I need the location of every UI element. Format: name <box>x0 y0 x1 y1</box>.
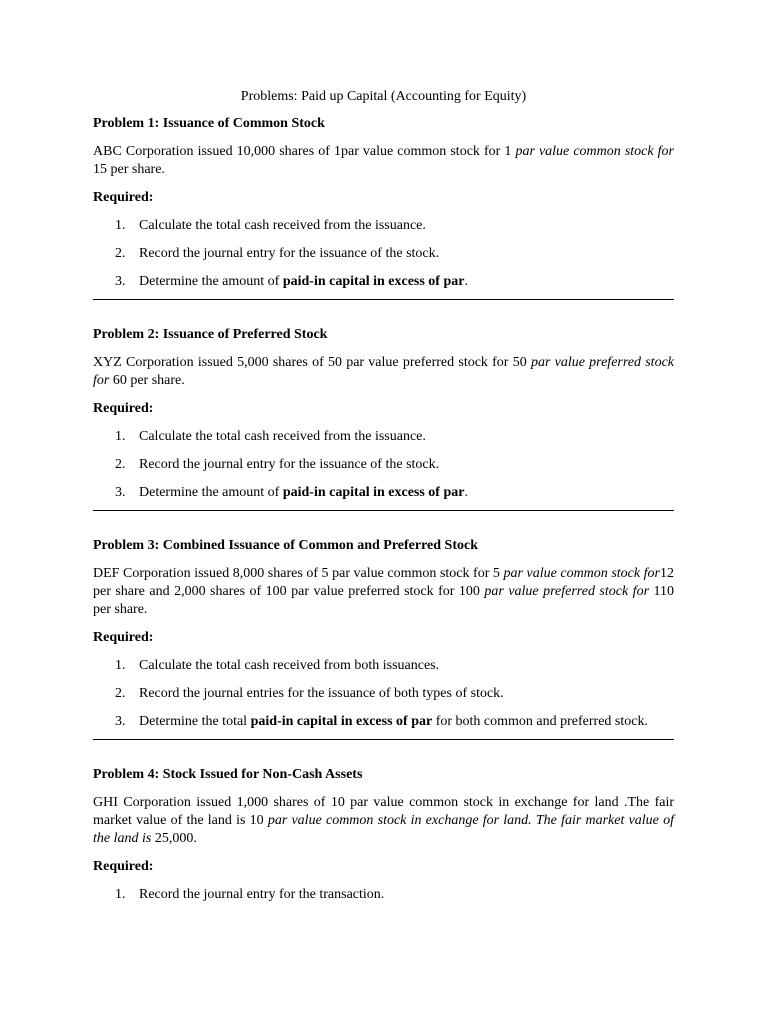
text-run: XYZ Corporation issued 5,000 shares of 50 par value preferred stock for 50 <box>93 355 531 370</box>
list-number: 1. <box>115 887 126 902</box>
text-run: 60 per share. <box>109 373 185 388</box>
text-run: 25,000. <box>151 831 197 846</box>
document-page <box>93 88 674 914</box>
italic-text-run: par value preferred stock for <box>93 355 674 388</box>
section-divider <box>93 299 674 300</box>
list-number: 3. <box>115 714 126 729</box>
section-divider <box>93 739 674 740</box>
list-item <box>93 886 674 904</box>
problem-heading: Problem 2: Issuance of Preferred Stock <box>93 327 328 342</box>
item-text-end: for both common and preferred stock. <box>432 714 648 729</box>
text-run: GHI Corporation issued 1,000 shares of 10 par value common stock in exchange for land .The fair market value of the land is 10 <box>93 795 674 828</box>
required-label: Required: <box>93 401 154 416</box>
required-label: Required: <box>93 859 154 874</box>
requirements-list <box>93 428 674 502</box>
item-text: Calculate the total cash received from the issuance. <box>139 429 426 444</box>
required-label: Required: <box>93 190 154 205</box>
problem-description <box>93 143 674 179</box>
requirements-list <box>93 657 674 731</box>
section-divider <box>93 510 674 511</box>
text-run: ABC Corporation issued 10,000 shares of 1par value common stock for 1 <box>93 144 516 159</box>
problem-description <box>93 565 674 619</box>
list-number: 1. <box>115 218 126 233</box>
item-text: Record the journal entry for the issuance of the stock. <box>139 246 440 261</box>
list-item <box>93 245 674 263</box>
text-run: 15 per share. <box>93 162 165 177</box>
list-number: 2. <box>115 686 126 701</box>
problem-3 <box>93 537 674 731</box>
item-bold-text: paid-in capital in excess of par <box>282 274 465 289</box>
item-text: Determine the amount of <box>139 485 283 500</box>
item-text: Calculate the total cash received from both issuances. <box>139 658 440 673</box>
list-number: 3. <box>115 485 126 500</box>
list-item <box>93 273 674 291</box>
item-text: Record the journal entries for the issuance of both types of stock. <box>139 686 504 701</box>
item-text-end: . <box>464 485 468 500</box>
problem-description <box>93 794 674 848</box>
item-bold-text: paid-in capital in excess of par <box>250 714 433 729</box>
required-label: Required: <box>93 630 154 645</box>
problem-heading: Problem 1: Issuance of Common Stock <box>93 116 325 131</box>
text-run: 110 per share. <box>93 584 674 617</box>
item-text: Record the journal entry for the transaction. <box>139 887 385 902</box>
problem-4 <box>93 766 674 904</box>
list-number: 3. <box>115 274 126 289</box>
list-number: 2. <box>115 457 126 472</box>
requirements-list <box>93 217 674 291</box>
list-item <box>93 657 674 675</box>
problem-1 <box>93 115 674 291</box>
italic-text-run: par value common stock for <box>503 566 660 581</box>
list-number: 2. <box>115 246 126 261</box>
problem-heading: Problem 4: Stock Issued for Non-Cash Assets <box>93 767 363 782</box>
list-item <box>93 685 674 703</box>
problem-heading: Problem 3: Combined Issuance of Common and Preferred Stock <box>93 538 478 553</box>
item-text-end: . <box>464 274 468 289</box>
document-title: Problems: Paid up Capital (Accounting for Equity) <box>240 89 527 104</box>
list-item <box>93 484 674 502</box>
italic-text-run: par value preferred stock for <box>484 584 650 599</box>
list-item <box>93 456 674 474</box>
list-item <box>93 713 674 731</box>
text-run: 12 per share and 2,000 shares of 100 par value preferred stock for 100 <box>93 566 674 599</box>
problem-2 <box>93 326 674 502</box>
problem-description <box>93 354 674 390</box>
requirements-list <box>93 886 674 904</box>
list-item <box>93 217 674 235</box>
list-number: 1. <box>115 429 126 444</box>
item-text: Determine the total <box>139 714 251 729</box>
list-number: 1. <box>115 658 126 673</box>
item-bold-text: paid-in capital in excess of par <box>282 485 465 500</box>
item-text: Determine the amount of <box>139 274 283 289</box>
list-item <box>93 428 674 446</box>
item-text: Calculate the total cash received from the issuance. <box>139 218 426 233</box>
item-text: Record the journal entry for the issuance of the stock. <box>139 457 440 472</box>
text-run: DEF Corporation issued 8,000 shares of 5 par value common stock for 5 <box>93 566 504 581</box>
italic-text-run: par value common stock in exchange for land. The fair market value of the land is <box>93 813 674 846</box>
italic-text-run: par value common stock for <box>515 144 674 159</box>
